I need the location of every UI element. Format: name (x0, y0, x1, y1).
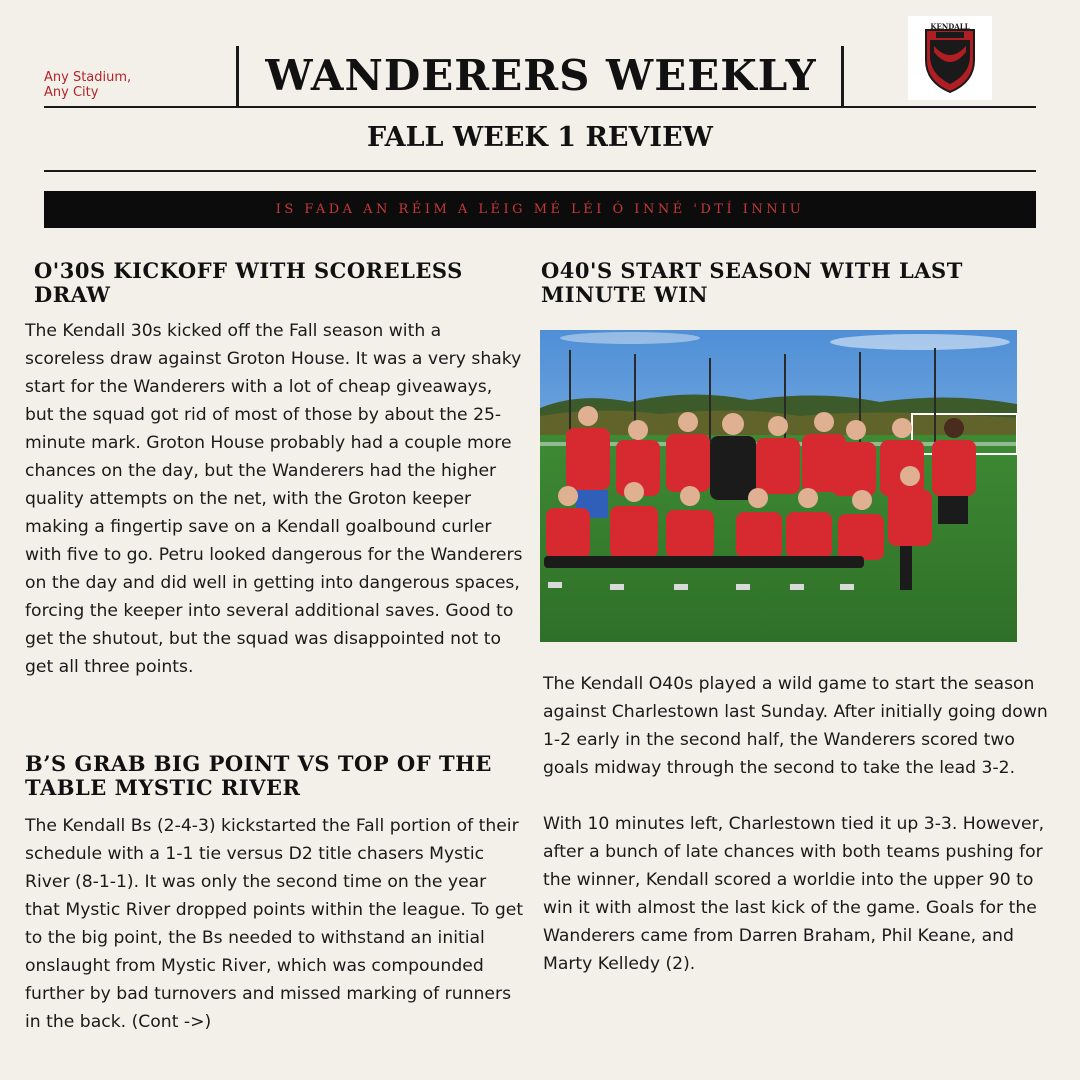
article-headline-o30: O'30S KICKOFF WITH SCORELESS DRAW (34, 258, 463, 307)
header-rule-bottom (44, 170, 1036, 172)
motto-banner: IS FADA AN RÉIM A LÉIG MÉ LÉI Ó INNÉ 'DTÍ INNIU (44, 191, 1036, 228)
crest-icon (908, 16, 992, 100)
team-photo-image (540, 330, 1017, 642)
club-crest-logo (908, 16, 992, 100)
page-subtitle: FALL WEEK 1 REVIEW (367, 122, 713, 153)
article-headline-o40: O40'S START SEASON WITH LAST MINUTE WIN (541, 258, 963, 307)
header-rule-top (44, 106, 1036, 108)
article-headline-bs: B’S GRAB BIG POINT VS TOP OF THE TABLE MYSTIC RIVER (25, 751, 492, 800)
page-title: WANDERERS WEEKLY (265, 51, 817, 100)
crest-text: KENDALL (930, 22, 970, 31)
title-divider-left (236, 46, 239, 106)
team-photo (540, 330, 1017, 642)
article-body-o30: The Kendall 30s kicked off the Fall season with a scoreless draw against Groton House. It was a very shaky start for the Wanderers with a lot of cheap giveaways, but the squad got rid of most of those by about the 25-minute mark. Groton House probably had a couple more chances on the day, but the Wanderers had the higher quality attempts on the net, with the Groton keeper making a fingertip save on a Kendall goalbound curler with five to go. Petru looked dangerous for the Wanderers on the day and did well in getting into dangerous spaces, forcing the keeper into several additional saves. Good to get the shutout, but the squad was disappointed not to get all three points. (25, 321, 523, 677)
article-body-bs: The Kendall Bs (2-4-3) kickstarted the Fall portion of their schedule with a 1-1 tie versus D2 title chasers Mystic River (8-1-1). It was only the second time on the year that Mystic River dropped points within the league. To get to the big point, the Bs needed to withstand an initial onslaught from Mystic River, which was compounded further by bad turnovers and missed marking of runners in the back. (Cont ->) (25, 816, 524, 1032)
article-body-o40: The Kendall O40s played a wild game to start the season against Charlestown last Sunday. After initially going down 1-2 early in the second half, the Wanderers scored two goals midway through the second to take the lead 3-2. With 10 minutes left, Charlestown tied it up 3-3. However, after a bunch of late chances with both teams pushing for the winner, Kendall scored a worldie into the upper 90 to win it with almost the last kick of the game. Goals for the Wanderers came from Darren Braham, Phil Keane, and Marty Kelledy (2). (543, 674, 1048, 974)
location-text: Any Stadium, Any City (44, 70, 132, 100)
title-divider-right (841, 46, 844, 106)
